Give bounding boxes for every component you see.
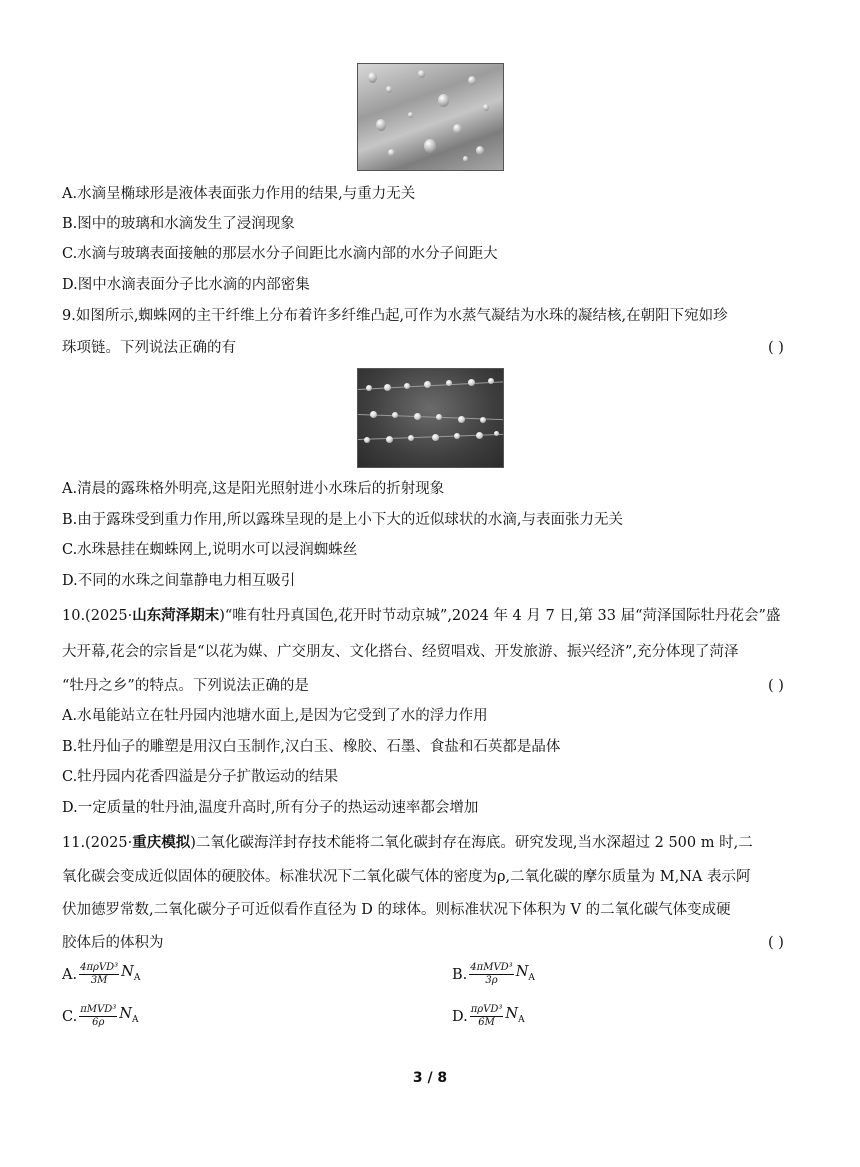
water-drop <box>483 104 489 111</box>
dew-on-spider-web-image <box>357 368 504 468</box>
fraction <box>469 962 513 987</box>
q10-option-c: C.牡丹园内花香四溢是分子扩散运动的结果 <box>62 769 339 785</box>
q10-option-b: B.牡丹仙子的雕塑是用汉白玉制作,汉白玉、橡胶、石墨、食盐和石英都是晶体 <box>62 739 561 755</box>
q9-option-b: B.由于露珠受到重力作用,所以露珠呈现的是上小下大的近似球状的水滴,与表面张力无关 <box>62 512 623 528</box>
dew-drop <box>424 381 431 388</box>
q11-option-c <box>62 1004 138 1030</box>
web-strand <box>358 381 504 390</box>
water-drop <box>386 86 392 93</box>
fraction-denominator: 6ρ <box>92 1017 105 1029</box>
option-label: B. <box>452 966 468 983</box>
symbol-n: N <box>515 964 529 980</box>
q11-option-b <box>452 962 535 988</box>
dew-drop <box>404 383 410 389</box>
fraction-numerator: 4πMVD³ <box>470 962 513 974</box>
q11-answer-blank: ( ) <box>768 935 784 951</box>
dew-drop <box>446 380 452 386</box>
water-drop <box>388 149 395 157</box>
q10-stem-text: )“唯有牡丹真国色,花开时节动京城”,2024 年 4 月 7 日,第 33 届“菏泽国际牡丹花会”盛 <box>219 608 781 624</box>
water-drop <box>424 139 436 153</box>
q8-option-b: B.图中的玻璃和水滴发生了浸润现象 <box>62 216 295 232</box>
dew-drop <box>480 417 486 423</box>
dew-drop <box>364 437 370 443</box>
q11-number: 11.(2025· <box>62 835 133 851</box>
option-label: C. <box>62 1008 78 1025</box>
q9-stem-line1: 9.如图所示,蜘蛛网的主干纤维上分布着许多纤维凸起,可作为水蒸气凝结为水珠的凝结核,在朝阳下宛如珍 <box>62 308 728 324</box>
q10-number: 10.(2025· <box>62 608 133 624</box>
q11-option-a <box>62 962 140 988</box>
q8-option-d: D.图中水滴表面分子比水滴的内部密集 <box>62 277 310 293</box>
q10-source: 山东菏泽期末 <box>132 608 220 624</box>
water-drop <box>463 156 468 162</box>
water-drop <box>453 124 462 134</box>
dew-drop <box>370 411 377 418</box>
q10-option-a: A.水黾能站立在牡丹园内池塘水面上,是因为它受到了水的浮力作用 <box>62 708 488 724</box>
symbol-subscript: A <box>131 1014 139 1025</box>
dew-drop <box>366 385 372 391</box>
water-drops-on-glass-image <box>357 63 504 171</box>
q11-stem-line2: 氧化碳会变成近似固体的硬胶体。标准状况下二氧化碳气体的密度为ρ,二氧化碳的摩尔质量为 M,NA 表示阿 <box>62 869 751 885</box>
water-drop <box>468 76 476 85</box>
page-number: 3 / 8 <box>412 1070 448 1086</box>
dew-drop <box>436 414 442 420</box>
fraction <box>79 962 119 987</box>
option-label: D. <box>452 1008 468 1025</box>
q9-option-a: A.清晨的露珠格外明亮,这是阳光照射进小水珠后的折射现象 <box>62 481 445 497</box>
dew-drop <box>476 432 483 439</box>
dew-drop <box>432 434 439 441</box>
q10-answer-blank: ( ) <box>768 678 784 694</box>
avogadro-symbol <box>119 1004 138 1030</box>
avogadro-symbol <box>121 962 140 988</box>
water-drop <box>418 70 425 78</box>
water-drop <box>438 94 449 107</box>
dew-drop <box>468 379 475 386</box>
symbol-n: N <box>505 1006 519 1022</box>
dew-drop <box>392 412 398 418</box>
fraction <box>79 1004 117 1029</box>
symbol-subscript: A <box>518 1014 525 1025</box>
option-label: A. <box>62 966 78 983</box>
symbol-n: N <box>119 1006 132 1022</box>
q11-stem-text: )二氧化碳海洋封存技术能将二氧化碳封存在海底。研究发现,当水深超过 2 500 m 时,二 <box>190 835 753 851</box>
q8-option-c: C.水滴与玻璃表面接触的那层水分子间距比水滴内部的水分子间距大 <box>62 246 498 262</box>
q9-option-d: D.不同的水珠之间靠静电力相互吸引 <box>62 573 296 589</box>
q9-option-c: C.水珠悬挂在蜘蛛网上,说明水可以浸润蜘蛛丝 <box>62 542 358 558</box>
dew-drop <box>494 431 499 436</box>
dew-drop <box>414 413 421 420</box>
fraction-denominator: 6M <box>478 1017 495 1029</box>
fraction-numerator: πρVD³ <box>470 1004 503 1016</box>
fraction <box>470 1004 504 1029</box>
q10-stem-line3: “牡丹之乡”的特点。下列说法正确的是 <box>62 678 309 694</box>
dew-drop <box>488 378 494 384</box>
dew-drop <box>454 433 460 439</box>
symbol-n: N <box>121 964 134 980</box>
q11-stem-line3: 伏加德罗常数,二氧化碳分子可近似看作直径为 D 的球体。则标准状况下体积为 V 的二氧化碳气体变成硬 <box>62 902 731 918</box>
q11-stem-line1 <box>62 833 753 853</box>
q11-source: 重庆模拟 <box>132 835 191 851</box>
fraction-denominator: 3M <box>90 975 108 987</box>
q11-option-d <box>452 1004 525 1030</box>
dew-drop <box>384 384 391 391</box>
fraction-numerator: 4πρVD³ <box>80 962 119 974</box>
q10-option-d: D.一定质量的牡丹油,温度升高时,所有分子的热运动速率都会增加 <box>62 800 479 816</box>
avogadro-symbol <box>505 1004 524 1030</box>
water-drop <box>476 146 484 155</box>
water-drop <box>408 112 413 118</box>
symbol-subscript: A <box>528 972 535 983</box>
fraction-numerator: πMVD³ <box>80 1004 117 1016</box>
q9-stem-line2: 珠项链。下列说法正确的有 <box>62 340 236 356</box>
water-drop <box>376 119 386 131</box>
dew-drop <box>458 416 465 423</box>
fraction-denominator: 3ρ <box>485 975 498 987</box>
q11-stem-line4: 胶体后的体积为 <box>62 935 164 951</box>
q10-stem-line2: 大开幕,花会的宗旨是“以花为媒、广交朋友、文化搭台、经贸唱戏、开发旅游、振兴经济”,充分体现了菏泽 <box>62 644 739 660</box>
q8-option-a: A.水滴呈椭球形是液体表面张力作用的结果,与重力无关 <box>62 186 416 202</box>
symbol-subscript: A <box>133 972 141 983</box>
water-drop <box>368 72 377 83</box>
dew-drop <box>386 436 393 443</box>
q10-stem-line1 <box>62 606 780 626</box>
avogadro-symbol <box>516 962 535 988</box>
dew-drop <box>408 435 414 441</box>
q9-answer-blank: ( ) <box>768 340 784 356</box>
